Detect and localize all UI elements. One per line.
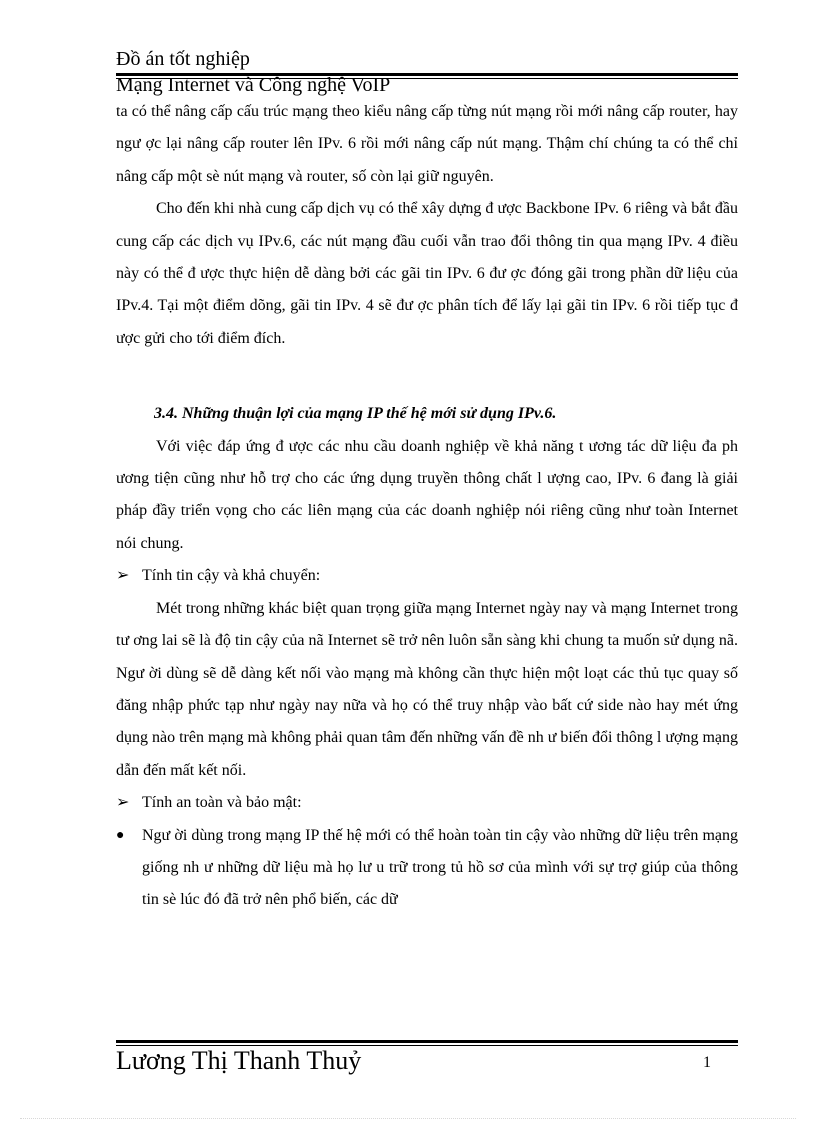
footer-author: Lương Thị Thanh Thuỷ <box>116 1046 362 1075</box>
bullet-item-1 <box>116 820 738 917</box>
heading-reliability <box>116 560 738 592</box>
spacer <box>116 355 738 398</box>
footer-divider-thick <box>116 1040 738 1043</box>
paragraph-2: Cho đến khi nhà cung cấp dịch vụ có thể xây dựng đ ược Backbone IPv. 6 riêng và bắt đầu cung cấp các dịch vụ IPv.6, các nút mạng đầu cuối vẫn trao đổi thông tin qua mạng IPv. 4 điều này có thể đ ược thực hiện dễ dàng bởi các gãi tin IPv. 6 đư ợc đóng gãi trong phần dữ liệu của IPv.4. Tại một điểm dõng, gãi tin IPv. 4 sẽ đư ợc phân tích để lấy lại gãi tin IPv. 6 rồi tiếp tục đ ược gửi cho tới điểm đích. <box>116 200 738 347</box>
heading-security-text: Tính an toàn và bảo mật: <box>142 794 302 812</box>
bullet-item-1-text: Ngư ời dùng trong mạng IP thế hệ mới có thể hoàn toàn tin cậy vào những dữ liệu trên mạng giống nh ư những dữ liệu mà họ lư u trữ trong tủ hồ sơ của mình với sự trợ giúp của thông tin sè lúc đó đã trở nên phổ biến, các dữ <box>142 826 738 909</box>
heading-security <box>116 787 738 819</box>
paragraph-1: ta có thể nâng cấp cấu trúc mạng theo kiểu nâng cấp từng nút mạng rồi mới nâng cấp router, hay ngư ợc lại nâng cấp router lên IPv. 6 rồi mới nâng cấp nút mạng. Thậm chí chúng ta có thể chỉ nâng cấp một sè nút mạng và router, số còn lại giữ nguyên. <box>116 103 738 185</box>
header-subtitle: Mạng Internet và Công nghệ VoIP <box>116 74 391 96</box>
page-number: 1 <box>703 1054 711 1071</box>
page-body <box>116 96 738 917</box>
paragraph-3: Với việc đáp ứng đ ược các nhu cầu doanh nghiệp về khả năng t ương tác dữ liệu đa ph ương tiện cũng như hỗ trợ cho các ứng dụng truyền thông chất l ượng cao, IPv. 6 đang là giải pháp đầy triển vọng cho các liên mạng của các doanh nghiệp nói riêng cũng như toàn Internet nói chung. <box>116 437 738 552</box>
header-title: Đồ án tốt nghiệp <box>116 48 250 70</box>
bullet-dot-icon: ● <box>116 827 125 843</box>
page-bottom-border <box>20 1118 796 1119</box>
arrow-bullet-icon: ➢ <box>116 567 130 585</box>
paragraph-4: Mét trong những khác biệt quan trọng giữa mạng Internet ngày nay và mạng Internet trong tư ơng lai sẽ là độ tin cậy của nã Internet sẽ trở nên luôn sẵn sàng khi chung ta muốn sử dụng nã. Ngư ời dùng sẽ dễ dàng kết nối vào mạng mà không cần thực hiện một loạt các thủ tục quay số đăng nhập phức tạp như ngày nay nữa và họ có thể truy nhập vào bất cứ side nào hay mét ứng dụng nào trên mạng mà không phải quan tâm đến những vấn đề nh ư biến đổi thông l ượng mạng dẫn đến mất kết nối. <box>116 599 738 779</box>
heading-reliability-text: Tính tin cậy và khả chuyển: <box>142 567 321 585</box>
arrow-bullet-icon: ➢ <box>116 794 130 812</box>
section-heading: 3.4. Những thuận lợi của mạng IP thế hệ mới sử dụng IPv.6. <box>154 405 557 423</box>
